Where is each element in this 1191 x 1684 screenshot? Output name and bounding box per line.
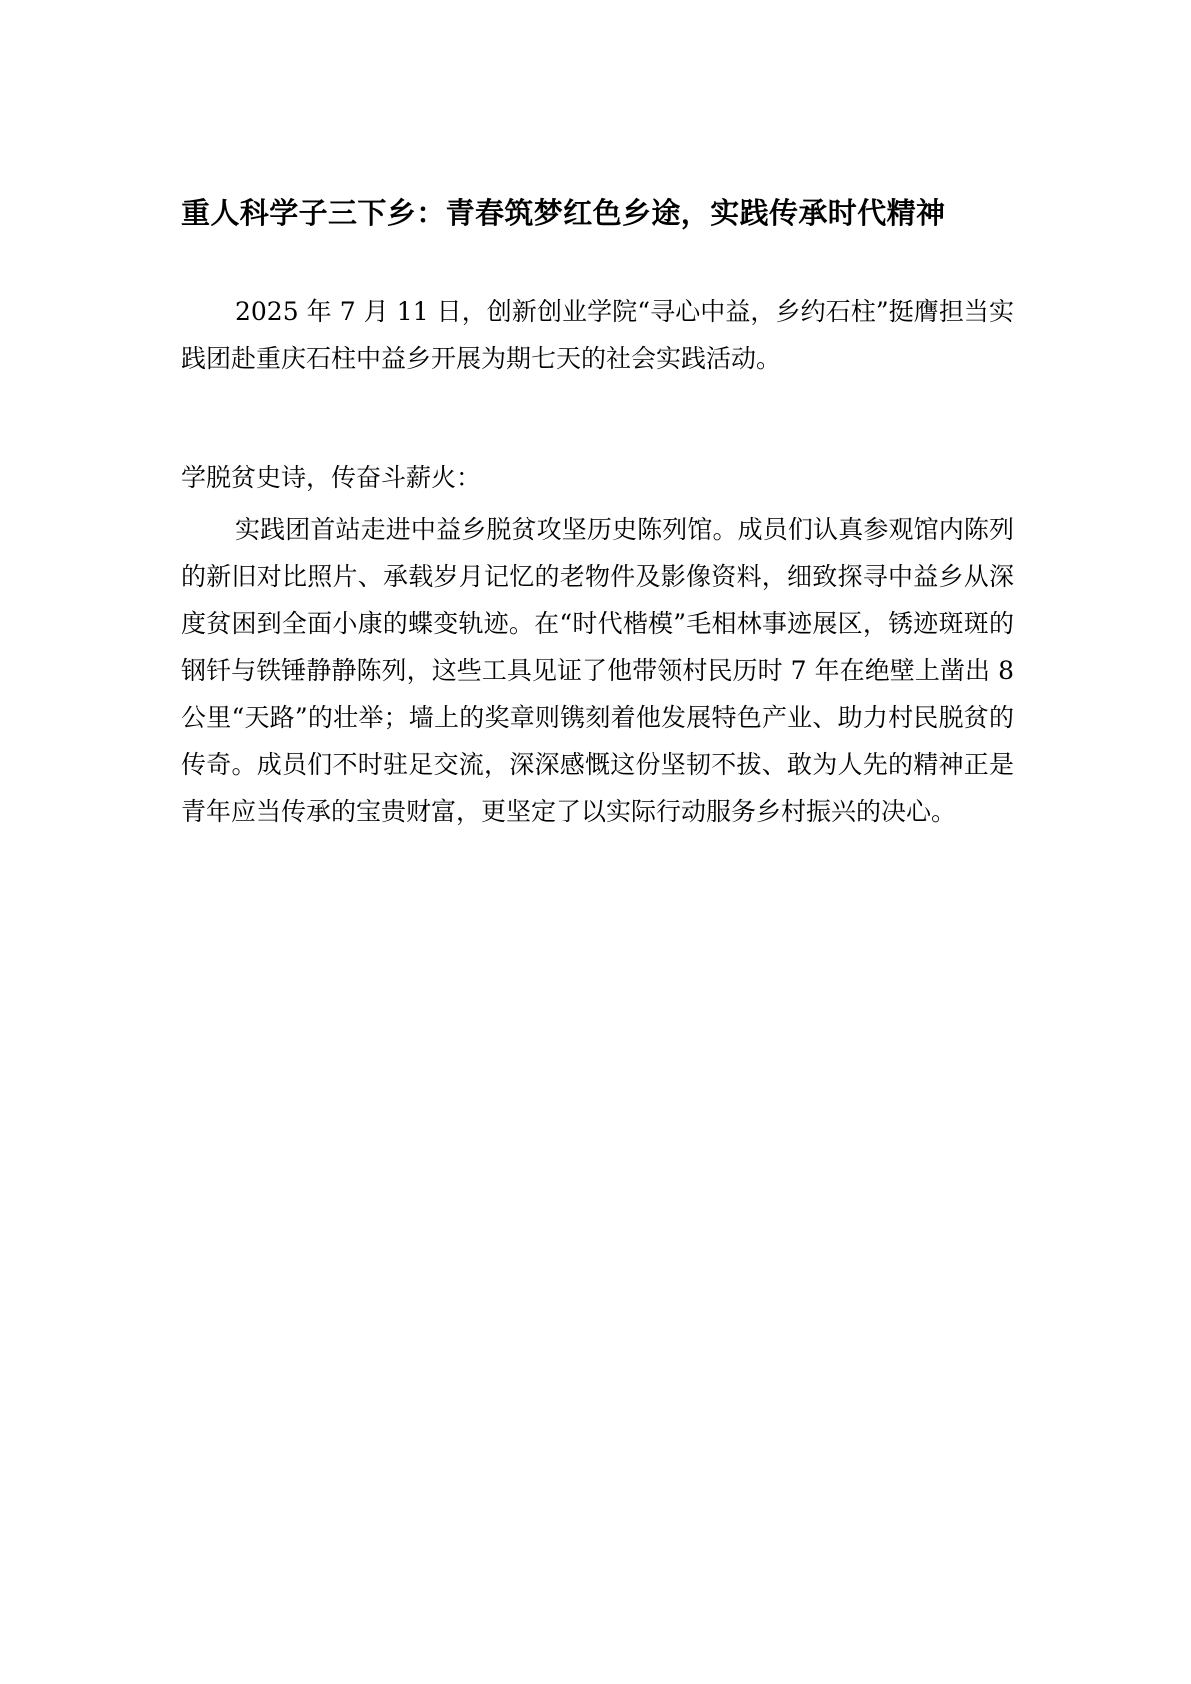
section-heading: 学脱贫史诗，传奋斗薪火： [181,463,482,492]
document-body [181,181,1014,835]
intro-paragraph: 2025 年 7 月 11 日，创新创业学院“寻心中益，乡约石柱”挺膺担当实践团赴重庆石柱中益乡开展为期七天的社会实践活动。 [181,297,1014,373]
section-paragraph: 实践团首站走进中益乡脱贫攻坚历史陈列馆。成员们认真参观馆内陈列的新旧对比照片、承载岁月记忆的老物件及影像资料，细致探寻中益乡从深度贫困到全面小康的蝶变轨迹。在“时代楷模”毛相林事迹展区，锈迹斑斑的钢钎与铁锤静静陈列，这些工具见证了他带领村民历时 7 年在绝壁上凿出 8 公里“天路”的壮举；墙上的奖章则镌刻着他发展特色产业、助力村民脱贫的传奇。成员们不时驻足交流，深深感慨这份坚韧不拔、敢为人先的精神正是青年应当传承的宝贵财富，更坚定了以实际行动服务乡村振兴的决心。 [181,515,1014,826]
article-title: 重人科学子三下乡：青春筑梦红色乡途，实践传承时代精神 [181,196,946,230]
